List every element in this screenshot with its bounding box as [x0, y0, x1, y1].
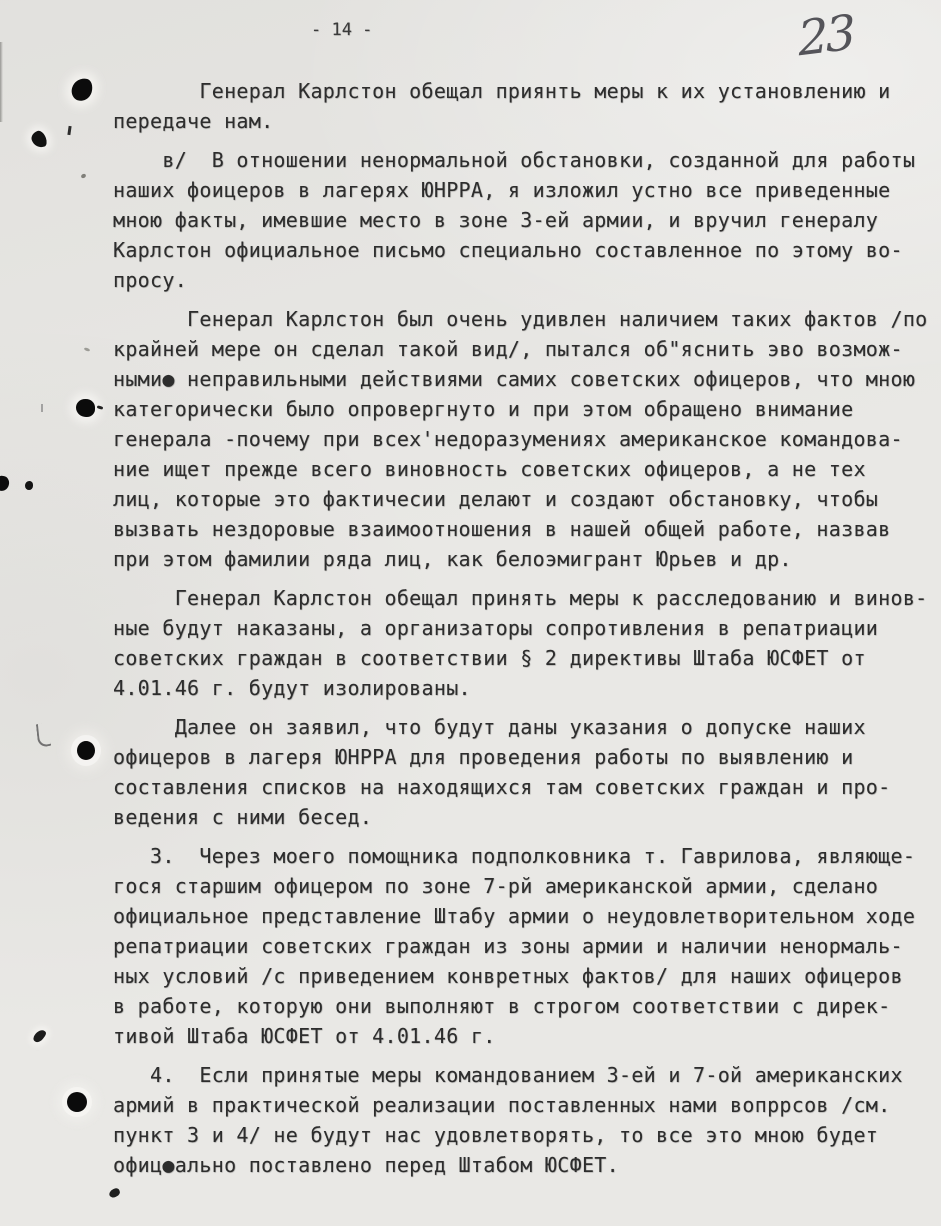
handwritten-archive-number: 23: [796, 4, 855, 68]
paragraph: [113, 1060, 928, 1180]
text-line: крайней мере он сделал такой вид/, пытался об"яснить эво возмож-: [113, 337, 903, 361]
text-line: категорически было опровергнуто и при этом обращено внимание: [113, 397, 854, 421]
text-line: советских граждан в соответствии § 2 директивы Штаба ЮСФЕТ от: [113, 646, 866, 670]
document-body: [113, 76, 928, 1180]
text-line: 4.01.46 г. будут изолированы.: [113, 676, 471, 700]
text-line: 4. Если принятые меры командованием 3-ей и 7-ой американских: [113, 1063, 903, 1087]
text-line: Генерал Карлстон обещал принять меры к расследованию и винов-: [113, 586, 928, 610]
ink-blot: [30, 129, 49, 150]
hole-punch-dot: [77, 741, 95, 760]
pen-mark: [67, 126, 71, 135]
text-line: ных условий /с приведением конвретных фактов/ для наших офицеров: [113, 964, 903, 988]
ink-blot: [0, 475, 10, 492]
text-line: ные будут наказаны, а организаторы сопротивления в репатриации: [113, 616, 879, 640]
text-line: 3. Через моего помощника подполковника т. Гаврилова, являюще-: [113, 844, 916, 868]
pen-squiggle: [36, 722, 51, 749]
text-line: генерала -почему при всех'недоразумениях американское командова-: [113, 427, 903, 451]
text-line: офиц●ально поставлено перед Штабом ЮСФЕТ.: [113, 1153, 619, 1177]
text-line: Генерал Карлстон был очень удивлен наличием таких фактов /по: [113, 307, 928, 331]
text-line: вызвать нездоровые взаимоотношения в нашей общей работе, назвав: [113, 517, 891, 541]
text-line: составления списков на находящихся там советских граждан и про-: [113, 775, 891, 799]
paragraph: [113, 841, 928, 1051]
paragraph: [113, 145, 928, 295]
ink-speck: [32, 1028, 47, 1045]
text-line: офицеров в лагеря ЮНРРА для проведения работы по выявлению и: [113, 745, 854, 769]
paragraph: [113, 304, 928, 574]
ink-speck: [84, 347, 91, 352]
text-line: ными● неправильными действиями самих советских офицеров, что мною: [113, 367, 916, 391]
text-line: мною факты, имевшие место в зоне 3-ей армии, и вручил генералу: [113, 208, 879, 232]
text-line: при этом фамилии ряда лиц, как белоэмигрант Юрьев и др.: [113, 547, 792, 571]
text-line: просу.: [113, 268, 188, 292]
pen-mark: [41, 404, 43, 412]
hole-punch-dot: [67, 1092, 87, 1112]
ink-speck: [97, 405, 104, 409]
text-line: Карлстон официальное письмо специально составленное по этому во-: [113, 238, 903, 262]
text-line: лиц, которые это фактичесии делают и создают обстановку, чтобы: [113, 487, 879, 511]
paragraph: [113, 76, 928, 136]
page-number: - 14 -: [311, 20, 373, 40]
ink-speck: [25, 481, 33, 490]
paragraph: [113, 583, 928, 703]
text-line: в/ В отношении ненормальной обстановки, созданной для работы: [113, 148, 916, 172]
text-line: армий в практической реализации поставленных нами вопррсов /см.: [113, 1093, 891, 1117]
text-line: наших фоицеров в лагерях ЮНРРА, я изложил устно все приведенные: [113, 178, 891, 202]
text-line: тивой Штаба ЮСФЕТ от 4.01.46 г.: [113, 1024, 496, 1048]
ink-speck: [80, 173, 86, 179]
text-line: ведения с ними бесед.: [113, 805, 373, 829]
ink-blot: [69, 76, 94, 103]
hole-punch-dot: [76, 399, 95, 417]
text-line: передаче нам.: [113, 109, 274, 133]
text-line: в работе, которую они выполняют в строгом соответствии с дирек-: [113, 994, 891, 1018]
text-line: пункт 3 и 4/ не будут нас удовлетворять, то все это мною будет: [113, 1123, 879, 1147]
text-line: репатриации советских граждан из зоны армии и наличии ненормаль-: [113, 934, 903, 958]
paragraph: [113, 712, 928, 832]
ink-speck: [108, 1187, 121, 1199]
text-line: ние ищет прежде всего виновность советских офицеров, а не тех: [113, 457, 866, 481]
text-line: гося старшим офицером по зоне 7-рй американской армии, сделано: [113, 874, 879, 898]
text-line: Генерал Карлстон обещал приянть меры к их установлению и: [113, 79, 891, 103]
text-line: официальное представление Штабу армии о неудовлетворительном ходе: [113, 904, 916, 928]
text-line: Далее он заявил, что будут даны указания о допуске наших: [113, 715, 866, 739]
scan-edge-shadow: [0, 42, 3, 122]
